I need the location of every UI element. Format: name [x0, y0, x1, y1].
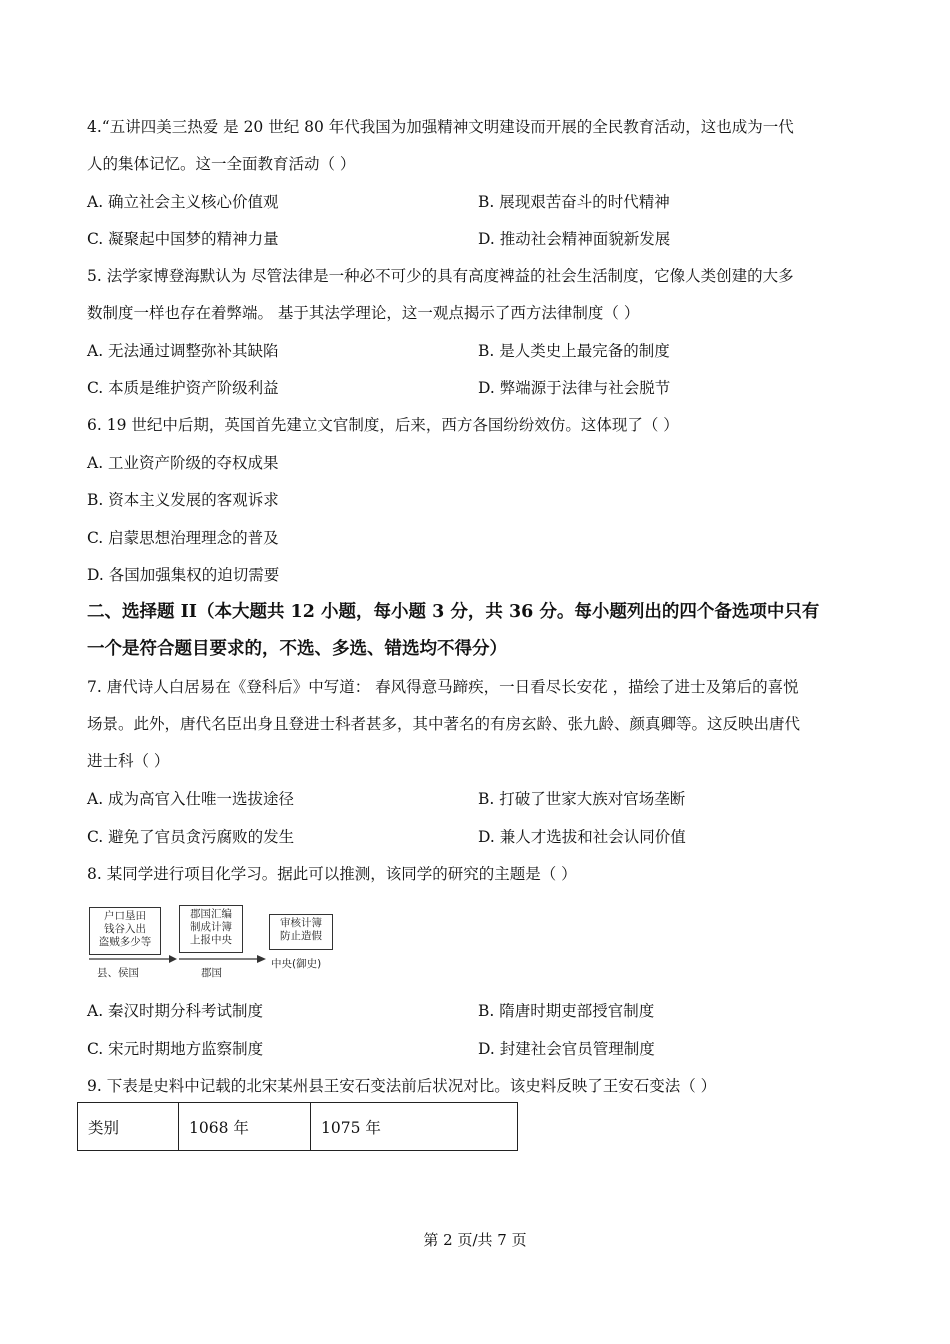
q9-header-1068: 1068 年: [179, 1103, 311, 1151]
section2-heading-line2: 一个是符合题目要求的，不选、多选、错选均不得分）: [87, 639, 507, 659]
q5-option-d: D. 弊端源于法律与社会脱节: [478, 379, 671, 397]
q7-stem-line3: 进士科（ ）: [87, 752, 170, 770]
q4-option-d: D. 推动社会精神面貌新发展: [478, 230, 671, 248]
flow-box-prefecture-line3: 上报中央: [190, 934, 232, 946]
q4-stem-line2: 人的集体记忆。这一全面教育活动（ ）: [87, 155, 356, 173]
q6-option-d: D. 各国加强集权的迫切需要: [87, 566, 280, 584]
flow-box-central-line1: 审核计簿: [280, 917, 322, 929]
q5-option-b: B. 是人类史上最完备的制度: [478, 342, 670, 360]
page-footer: 第 2 页/共 7 页: [423, 1231, 527, 1249]
section2-heading-line1: 二、选择题 II（本大题共 12 小题，每小题 3 分，共 36 分。每小题列出的四个备选项中只有: [87, 602, 820, 622]
flow-box-county-line2: 钱谷入出: [104, 923, 146, 935]
q7-option-c: C. 避免了官员贪污腐败的发生: [87, 828, 295, 846]
q4-option-a: A. 确立社会主义核心价值观: [87, 193, 279, 211]
q5-stem-line1: 5. 法学家博登海默认为 尽管法律是一种必不可少的具有高度裨益的社会生活制度，它像人类创建的大多: [87, 267, 794, 285]
q8-flow-diagram: [87, 904, 337, 980]
q7-option-b: B. 打破了世家大族对官场垄断: [478, 790, 686, 808]
q7-stem-line1: 7. 唐代诗人白居易在《登科后》中写道： 春风得意马蹄疾，一日看尽长安花 ，描绘了进士及第后的喜悦: [87, 678, 799, 696]
q8-stem: 8. 某同学进行项目化学习。据此可以推测，该同学的研究的主题是（ ）: [87, 865, 577, 883]
flow-label-county: 县、侯国: [97, 967, 139, 979]
q7-stem-line2: 场景。此外，唐代名臣出身且登进士科者甚多，其中著名的有房玄龄、张九龄、颜真卿等。这反映出唐代: [87, 715, 801, 733]
table-row: [78, 1103, 518, 1151]
q9-header-category: 类别: [78, 1103, 179, 1151]
q9-table: [77, 1102, 518, 1151]
q4-option-c: C. 凝聚起中国梦的精神力量: [87, 230, 279, 248]
flow-label-prefecture: 郡国: [201, 967, 222, 979]
q5-option-a: A. 无法通过调整弥补其缺陷: [87, 342, 279, 360]
flow-box-county-line1: 户口垦田: [104, 910, 146, 922]
flow-label-central: 中央(御史): [271, 958, 322, 970]
q8-option-d: D. 封建社会官员管理制度: [478, 1040, 655, 1058]
flow-box-central-line2: 防止造假: [280, 930, 322, 942]
q7-option-d: D. 兼人才选拔和社会认同价值: [478, 828, 686, 846]
flow-arrow-1-head: [169, 955, 177, 963]
q5-stem-line2: 数制度一样也存在着弊端。 基于其法学理论，这一观点揭示了西方法律制度（ ）: [87, 304, 640, 322]
q6-option-c: C. 启蒙思想治理理念的普及: [87, 529, 279, 547]
flow-arrow-2-head: [257, 955, 266, 963]
q9-header-1075: 1075 年: [311, 1103, 518, 1151]
q4-stem-line1: 4.“五讲四美三热爱 是 20 世纪 80 年代我国为加强精神文明建设而开展的全民教育活动，这也成为一代: [87, 118, 794, 136]
q4-option-b: B. 展现艰苦奋斗的时代精神: [478, 193, 670, 211]
q6-stem: 6. 19 世纪中后期，英国首先建立文官制度，后来，西方各国纷纷效仿。这体现了（ ）: [87, 416, 679, 434]
q8-option-c: C. 宋元时期地方监察制度: [87, 1040, 264, 1058]
q6-option-a: A. 工业资产阶级的夺权成果: [87, 454, 279, 472]
q9-stem: 9. 下表是史料中记载的北宋某州县王安石变法前后状况对比。该史料反映了王安石变法（ ）: [87, 1077, 717, 1095]
flow-box-prefecture-line2: 制成计簿: [190, 921, 232, 933]
q6-option-b: B. 资本主义发展的客观诉求: [87, 491, 279, 509]
q7-option-a: A. 成为高官入仕唯一选拔途径: [87, 790, 295, 808]
flow-box-county-line3: 盗贼多少等: [98, 936, 152, 948]
flow-box-prefecture-line1: 郡国汇编: [190, 908, 232, 920]
q8-option-b: B. 隋唐时期吏部授官制度: [478, 1002, 655, 1020]
q8-option-a: A. 秦汉时期分科考试制度: [87, 1002, 264, 1020]
q5-option-c: C. 本质是维护资产阶级利益: [87, 379, 279, 397]
